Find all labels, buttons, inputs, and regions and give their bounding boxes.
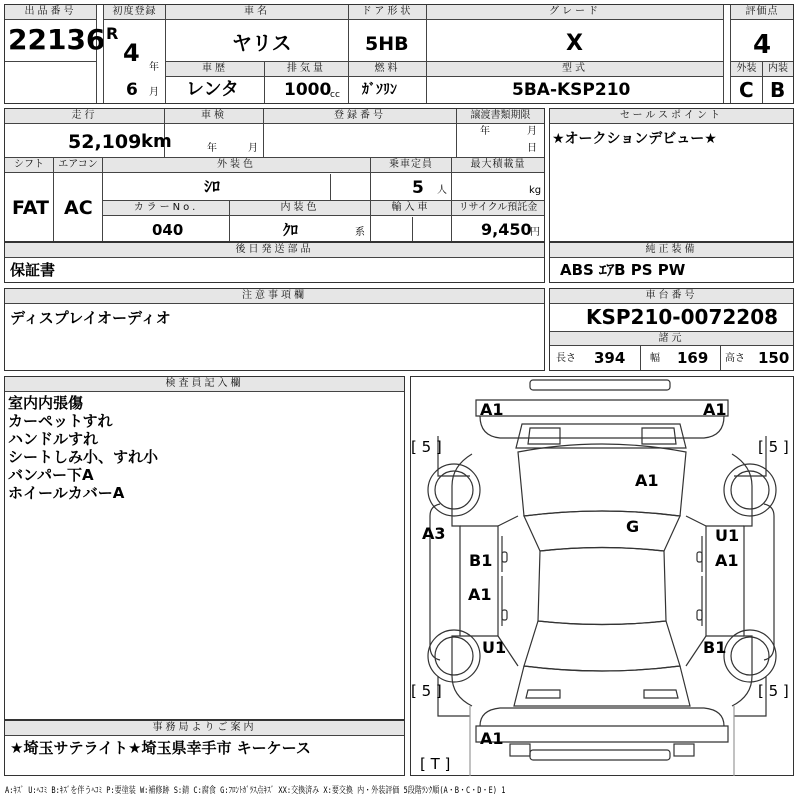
import-label: 輸入車: [371, 201, 451, 216]
fuel-value: ｶﾞｿﾘﾝ: [362, 82, 397, 98]
legend: A:ｷｽﾞ U:ﾍｺﾐ B:ｷｽﾞを伴うﾍｺﾐ P:要塗装 W:補修跡 S:錆 C:腐食 G:ﾌﾛﾝﾄｶﾞﾗｽ点ｷｽﾞ XX:交換済み X:要交換 内・外装評価 5段階ﾗﾝｸ順(A・B・C・D・E) 1: [5, 786, 506, 796]
reg-year: 4: [123, 39, 140, 67]
mark-left-rear: A1: [468, 585, 492, 604]
inspector-line: シートしみ小、すれ小: [8, 448, 159, 466]
equipment-value: ABS ｴｱB PS PW: [560, 261, 686, 279]
reg-month-unit: 月: [149, 87, 159, 98]
yen-unit: 円: [530, 227, 540, 238]
mileage-block: [4, 108, 545, 242]
mark-left-rear-wheel: U1: [482, 638, 507, 657]
width-value: 169: [677, 349, 709, 367]
tire-top-right: [ 5 ]: [758, 438, 789, 456]
intcolor-value: ｸﾛ: [283, 221, 299, 239]
shift-value: FAT: [12, 197, 49, 219]
name-label: 車名: [166, 5, 348, 20]
mark-roof: G: [626, 517, 640, 536]
mileage-value: 52,109: [68, 131, 142, 153]
kg-unit: kg: [529, 185, 542, 196]
colorno-value: 040: [152, 221, 184, 239]
history-label: 車歴: [166, 62, 264, 77]
transfer-month-unit: 月: [527, 126, 537, 137]
ac-label: エアコン: [54, 158, 102, 173]
transfer-label: 譲渡書類期限: [457, 109, 544, 124]
sales-value: ★オークションデビュー★: [552, 131, 717, 147]
lot-number: 22136: [8, 23, 106, 56]
grade-value: X: [566, 31, 583, 56]
history-value: レンタ: [186, 79, 239, 100]
grade-label: グレード: [427, 5, 723, 20]
model-label: 型式: [427, 62, 723, 77]
transfer-day-unit: 日: [527, 143, 537, 154]
regno-label: 登録番号: [264, 109, 456, 124]
tire-bottom-left: [ 5 ]: [411, 682, 442, 700]
reg-year-unit: 年: [149, 62, 159, 73]
length-value: 394: [594, 349, 626, 367]
office-value: ★埼玉サテライト★埼玉県幸手市 キーケース: [10, 739, 311, 757]
car-name: ヤリス: [232, 31, 292, 55]
spec-label: 諸元: [550, 332, 793, 346]
mark-right-top: U1: [715, 526, 740, 545]
score-value: 4: [753, 30, 772, 60]
inspector-notes: [8, 394, 158, 502]
shift-label: シフト: [5, 158, 53, 173]
chassis-label: 車台番号: [550, 289, 793, 304]
color-label: 外装色: [103, 158, 370, 173]
seats-label: 乗車定員: [371, 158, 451, 173]
inspector-label: 検査員記入欄: [5, 377, 404, 392]
mark-left-front-door: A3: [422, 524, 446, 543]
inspector-line: ホイールカバーA: [8, 484, 125, 502]
later-label: 後日発送部品: [5, 243, 544, 258]
recycle-label: リサイクル預託金: [452, 201, 544, 216]
caution-value: ディスプレイオーディオ: [10, 309, 171, 327]
tire-top-left: [ 5 ]: [411, 438, 442, 456]
equipment-label: 純正装備: [550, 243, 793, 258]
seats-value: 5: [412, 178, 424, 198]
ext-grade: C: [739, 78, 754, 102]
mark-bottom: A1: [480, 729, 504, 748]
inspector-line: カーペットすれ: [8, 412, 113, 430]
sales-label: セールスポイント: [550, 109, 793, 124]
car-diagram: [410, 376, 794, 776]
mark-top-left: A1: [480, 400, 504, 419]
door-label: ドア形状: [349, 5, 426, 20]
inspection-month-unit: 月: [248, 143, 258, 154]
height-label: 高さ: [725, 353, 745, 364]
model-value: 5BA-KSP210: [512, 80, 631, 100]
chassis-value: KSP210-0072208: [586, 305, 779, 329]
cc-unit: cc: [330, 90, 340, 100]
reg-label: 初度登録: [104, 5, 165, 20]
km-unit: km: [141, 131, 172, 152]
recycle-value: 9,450: [481, 220, 532, 239]
width-label: 幅: [650, 353, 660, 364]
inspector-line: バンパー下A: [8, 466, 94, 484]
later-value: 保証書: [10, 261, 56, 279]
mark-top-right: A1: [703, 400, 727, 419]
inspector-line: ハンドルすれ: [8, 430, 99, 448]
color-value: ｼﾛ: [204, 177, 221, 196]
intcolor-label: 内装色: [230, 201, 370, 216]
mark-left-mid: B1: [469, 551, 493, 570]
tire-bottom-right: [ 5 ]: [758, 682, 789, 700]
displacement-label: 排気量: [265, 62, 348, 77]
intcolor-unit: 系: [355, 227, 365, 238]
transfer-year-unit: 年: [480, 126, 490, 137]
displacement-value: 1000: [284, 80, 332, 100]
sales-block: [549, 108, 794, 242]
ac-value: AC: [64, 197, 93, 219]
reg-month: 6: [126, 80, 138, 100]
door-type: 5HB: [365, 33, 409, 55]
int-grade: B: [770, 78, 786, 102]
mark-right-mid: A1: [715, 551, 739, 570]
caution-label: 注意事項欄: [5, 289, 544, 304]
fuel-label: 燃料: [349, 62, 426, 77]
load-label: 最大積載量: [452, 158, 544, 173]
mileage-label: 走行: [5, 109, 164, 124]
colorno-label: カラーNo.: [103, 201, 229, 216]
office-label: 事務局よりご案内: [5, 721, 404, 736]
mark-right-rear-wheel: B1: [703, 638, 727, 657]
mark-hood: A1: [635, 471, 659, 490]
seats-unit: 人: [437, 185, 447, 196]
length-label: 長さ: [556, 353, 576, 364]
lot-label: 出品番号: [5, 5, 96, 20]
ext-label: 外装: [731, 62, 762, 77]
int-label: 内装: [763, 62, 793, 77]
tire-trunk: [ T ]: [420, 755, 451, 773]
score-label: 評価点: [731, 5, 793, 20]
reg-era: R: [106, 24, 119, 43]
inspection-label: 車検: [165, 109, 263, 124]
height-value: 150: [758, 349, 790, 367]
inspection-year-unit: 年: [207, 143, 217, 154]
inspector-line: 室内内張傷: [8, 394, 84, 412]
